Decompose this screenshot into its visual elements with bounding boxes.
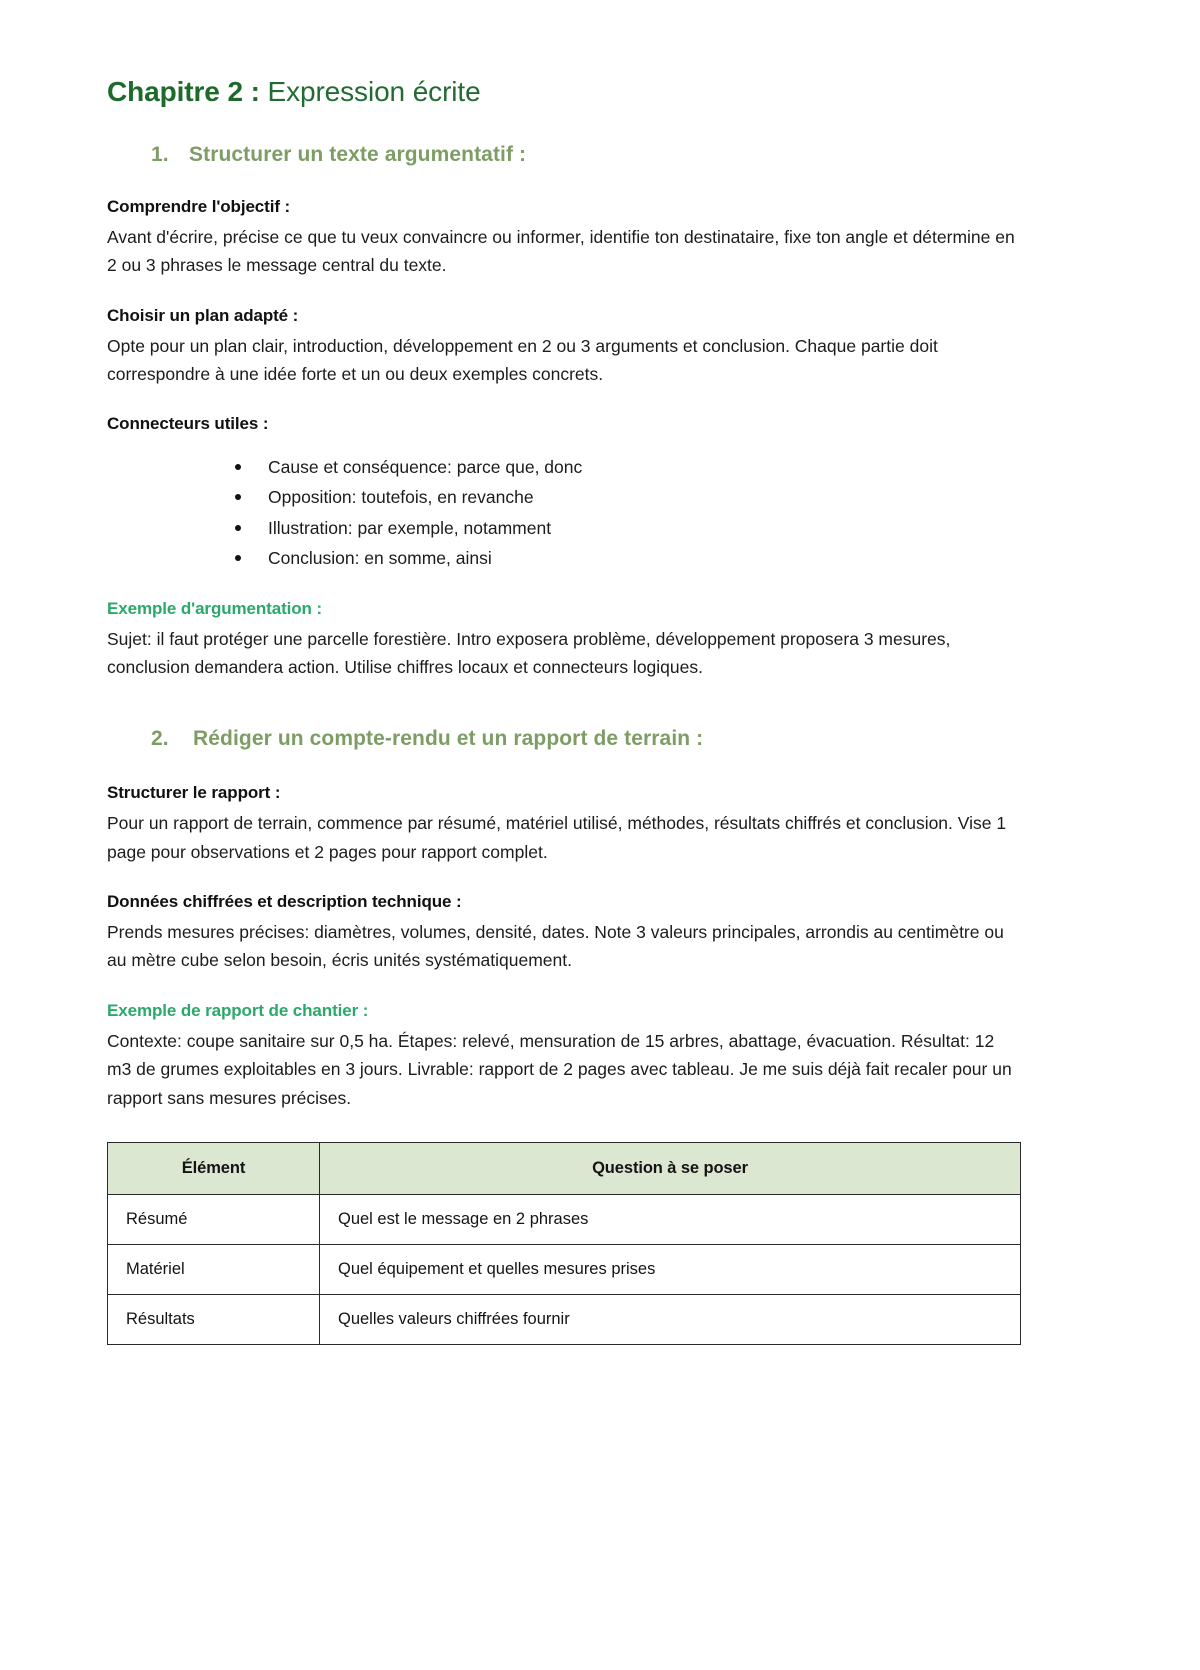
section-heading-2 (107, 727, 1020, 751)
summary-table (107, 1142, 1021, 1345)
table-cell-question: Quel équipement et quelles mesures prises (320, 1244, 1021, 1294)
subheading-connecteurs-utiles: Connecteurs utiles : (107, 414, 269, 434)
table-cell-question: Quelles valeurs chiffrées fournir (320, 1294, 1021, 1344)
subheading-choisir-plan: Choisir un plan adapté : (107, 305, 299, 325)
table-row (108, 1294, 1021, 1344)
page-title (107, 74, 1020, 109)
paragraph-exemple-argumentation: Sujet: il faut protéger une parcelle forestière. Intro exposera problème, développement proposera 3 mesures, conclusion demandera action. Utilise chiffres locaux et connecteurs logiques. (107, 628, 951, 678)
chapter-label: Chapitre 2 : (107, 76, 260, 107)
paragraph-choisir-plan: Opte pour un plan clair, introduction, développement en 2 ou 3 arguments et conclusion. Chaque partie doit correspondre à une idée forte et un ou deux exemples concrets. (107, 335, 938, 385)
table-header-element: Élément (108, 1142, 320, 1194)
list-item: Conclusion: en somme, ainsi (235, 543, 1020, 573)
subheading-exemple-rapport-chantier: Exemple de rapport de chantier : (107, 1000, 369, 1020)
section-title-1: Structurer un texte argumentatif : (189, 143, 527, 166)
table-cell-element: Matériel (108, 1244, 320, 1294)
paragraph-donnees-chiffrees: Prends mesures précises: diamètres, volumes, densité, dates. Note 3 valeurs principales, arrondis au centimètre ou au mètre cube selon besoin, écris unités systématiquement. (107, 922, 1004, 971)
table-row (108, 1244, 1021, 1294)
table-cell-question: Quel est le message en 2 phrases (320, 1194, 1021, 1244)
paragraph-exemple-rapport-chantier: Contexte: coupe sanitaire sur 0,5 ha. Étapes: relevé, mensuration de 15 arbres, abattage, évacuation. Résultat: 12 m3 de grumes exploitables en 3 jours. Livrable: rapport de 2 pages avec tableau. Je me suis déjà fait recaler pour un rapport sans mesures précises. (107, 1030, 1012, 1108)
paragraph-structurer-rapport: Pour un rapport de terrain, commence par résumé, matériel utilisé, méthodes, résultats chiffrés et conclusion. Vise 1 page pour observations et 2 pages pour rapport complet. (107, 813, 1007, 862)
section-title-2: Rédiger un compte-rendu et un rapport de terrain : (193, 727, 704, 751)
table-cell-element: Résumé (108, 1194, 320, 1244)
subheading-donnees-chiffrees: Données chiffrées et description technique : (107, 892, 462, 912)
table-cell-element: Résultats (108, 1294, 320, 1344)
table-row (108, 1194, 1021, 1244)
subheading-structurer-rapport: Structurer le rapport : (107, 783, 281, 803)
paragraph-comprendre-objectif: Avant d'écrire, précise ce que tu veux convaincre ou informer, identifie ton destinataire, fixe ton angle et détermine en 2 ou 3 phrases le message central du texte. (107, 227, 1015, 276)
list-item: Opposition: toutefois, en revanche (235, 482, 1020, 512)
list-item: Cause et conséquence: parce que, donc (235, 452, 1020, 482)
table-header-question: Question à se poser (320, 1142, 1021, 1194)
chapter-title-text: Expression écrite (259, 76, 481, 107)
table-header-row (108, 1142, 1021, 1194)
connecteurs-list (107, 452, 1020, 572)
subheading-exemple-argumentation: Exemple d'argumentation : (107, 598, 323, 618)
list-item: Illustration: par exemple, notamment (235, 513, 1020, 543)
section-number-1: 1. (151, 143, 169, 166)
section-number-2: 2. (151, 727, 169, 751)
subheading-comprendre-objectif: Comprendre l'objectif : (107, 197, 291, 216)
section-heading-1 (107, 143, 1020, 167)
